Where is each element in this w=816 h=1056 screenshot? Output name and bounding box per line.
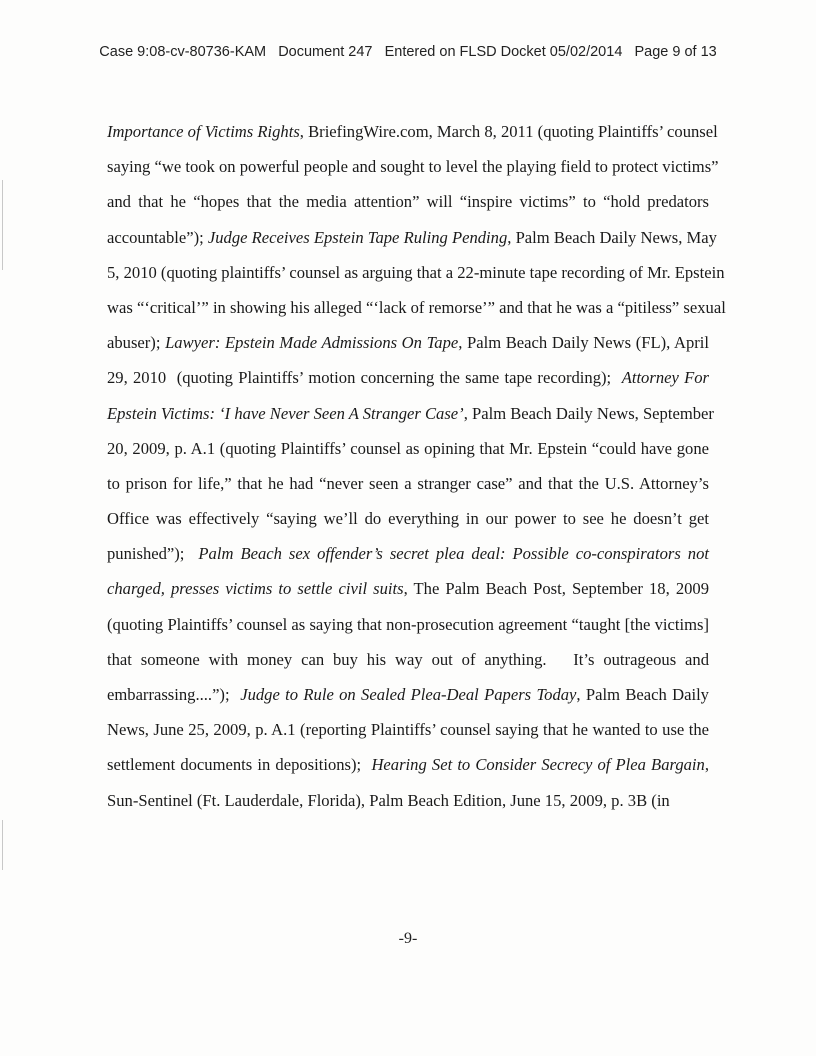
body-paragraph (107, 114, 726, 818)
scan-edge-mark (2, 180, 3, 270)
text-line (107, 747, 709, 782)
citation-title: Epstein Victims: ‘I have Never Seen A Stranger Case’ (107, 403, 464, 423)
text-run: , Palm Beach Daily News (FL), April (458, 333, 709, 353)
text-run: 29, 2010 (quoting Plaintiffs’ motion concerning the same tape recording); (107, 368, 622, 388)
citation-title: charged, presses victims to settle civil suits (107, 579, 404, 599)
citation-title: Judge to Rule on Sealed Plea-Deal Papers Today (240, 685, 577, 704)
text-line (107, 325, 709, 360)
citation-title: Attorney For (621, 368, 710, 388)
text-run: punished”); (107, 544, 199, 564)
scan-edge-mark (2, 820, 3, 870)
text-line (107, 255, 725, 290)
page-number: -9- (398, 930, 418, 947)
text-run: , The Palm Beach Post, September 18, 2009 (403, 579, 710, 599)
text-line (107, 149, 719, 184)
text-run: was “‘critical’” in showing his alleged “‘lack of remorse’” and that he was a “pitiless” sexual (107, 297, 726, 317)
text-line (107, 571, 709, 606)
text-line (107, 396, 714, 431)
text-line (107, 466, 709, 501)
text-run: News, June 25, 2009, p. A.1 (reporting Plaintiffs’ counsel saying that he wanted to use the (107, 720, 709, 740)
text-run: 20, 2009, p. A.1 (quoting Plaintiffs’ counsel as opining that Mr. Epstein “could have gone (107, 438, 709, 458)
text-line (107, 290, 726, 325)
text-run: settlement documents in depositions); (107, 755, 372, 775)
citation-title: Palm Beach sex offender’s secret plea deal: Possible co-conspirators not (198, 544, 710, 564)
text-run: Office was effectively “saying we’ll do everything in our power to see he doesn’t get (107, 509, 709, 529)
text-run: (quoting Plaintiffs’ counsel as saying that non-prosecution agreement “taught [the victims] (107, 614, 709, 634)
text-run: to prison for life,” that he had “never seen a stranger case” and that the U.S. Attorney’s (107, 473, 709, 493)
docket-header: Case 9:08-cv-80736-KAM Document 247 Entered on FLSD Docket 05/02/2014 Page 9 of 13 (99, 44, 717, 60)
text-line (107, 607, 709, 642)
text-line (107, 220, 717, 255)
text-line (107, 677, 709, 712)
citation-title: Lawyer: Epstein Made Admissions On Tape (165, 333, 459, 353)
citation-title: Hearing Set to Consider Secrecy of Plea Bargain (371, 755, 705, 775)
text-run: accountable”); (107, 227, 208, 247)
text-line (107, 642, 709, 677)
text-run: abuser); (107, 333, 166, 353)
text-run: saying “we took on powerful people and sought to level the playing field to protect victims” (107, 157, 719, 177)
text-line (107, 536, 709, 571)
text-run: and that he “hopes that the media attention” will “inspire victims” to “hold predators (107, 192, 709, 212)
text-line (107, 431, 709, 466)
text-run: , Palm Beach Daily (576, 685, 709, 704)
text-run: 5, 2010 (quoting plaintiffs’ counsel as arguing that a 22-minute tape recording of Mr. Epstein (107, 262, 725, 282)
text-run: that someone with money can buy his way out of anything. It’s outrageous and (107, 649, 709, 669)
text-line (107, 114, 718, 149)
text-line (107, 501, 709, 536)
citation-title: Importance of Victims Rights (107, 122, 300, 141)
text-run: Sun-Sentinel (Ft. Lauderdale, Florida), Palm Beach Edition, June 15, 2009, p. 3B (in (107, 790, 670, 810)
text-run: , BriefingWire.com, March 8, 2011 (quoting Plaintiffs’ counsel (299, 122, 718, 141)
text-run: , (704, 755, 709, 775)
text-run: , Palm Beach Daily News, May (507, 227, 717, 247)
text-run: embarrassing....”); (107, 685, 241, 704)
text-line (107, 184, 709, 219)
text-run: , Palm Beach Daily News, September (463, 403, 714, 423)
text-line (107, 360, 709, 395)
text-line (107, 712, 709, 747)
citation-title: Judge Receives Epstein Tape Ruling Pending (207, 227, 508, 247)
text-line (107, 783, 709, 818)
